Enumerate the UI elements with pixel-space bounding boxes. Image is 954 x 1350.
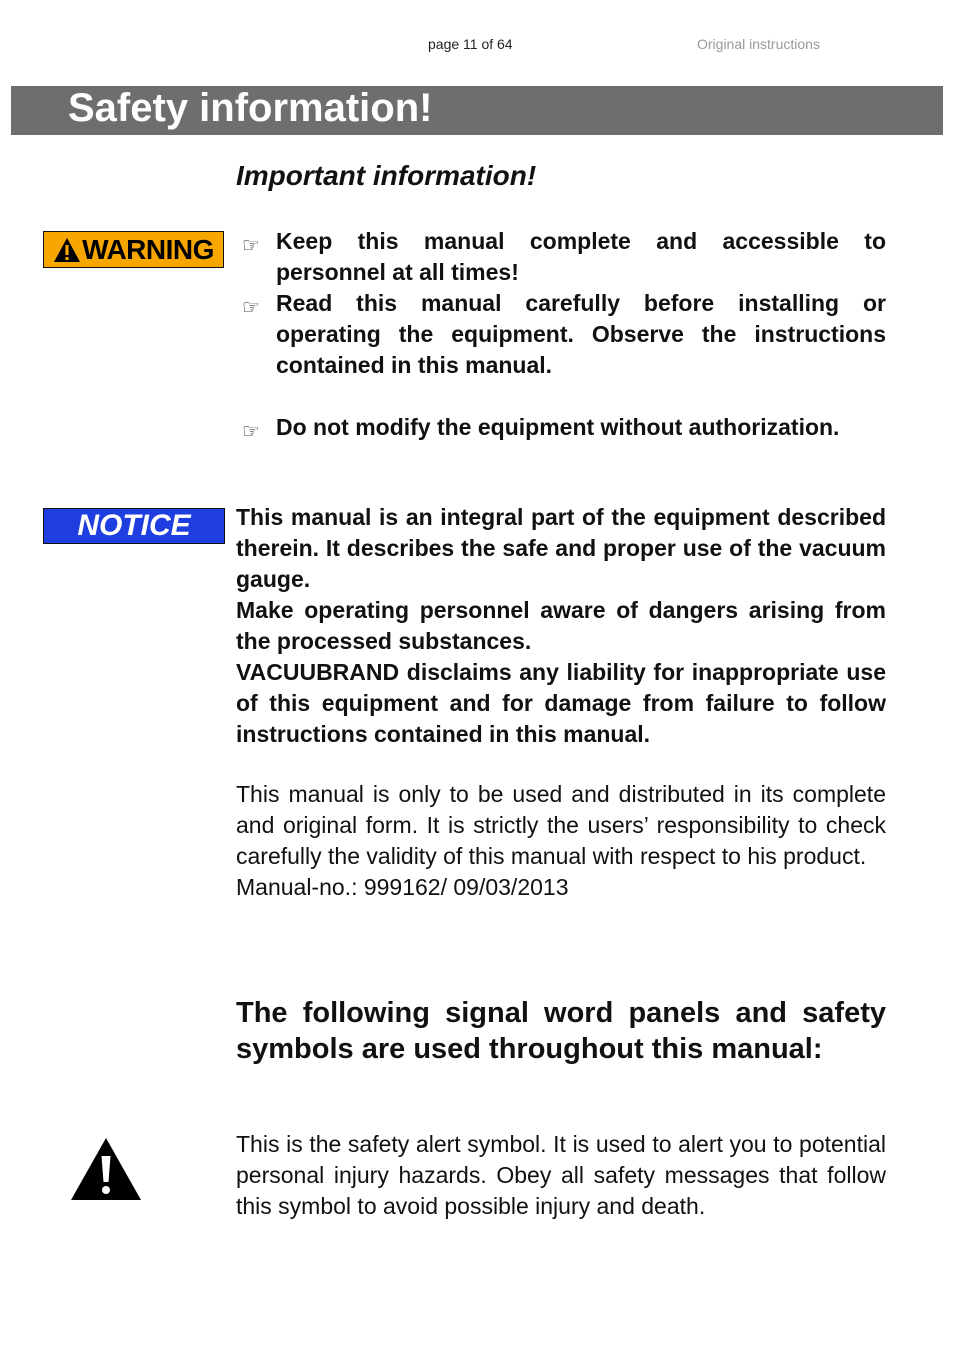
warning-triangle-icon <box>53 237 81 263</box>
distribution-paragraph: This manual is only to be used and distributed in its complete and original form. It is strictly the users’ responsibility to check carefully the validity of this manual with respect to his product. <box>236 781 886 869</box>
safety-alert-icon <box>69 1136 143 1202</box>
bullet-text: Read this manual carefully before installing or operating the equipment. Observe the instructions contained in this manual. <box>276 290 886 378</box>
document-type-label: Original instructions <box>697 36 820 52</box>
title-bar <box>11 86 943 135</box>
notice-label: NOTICE <box>77 509 191 542</box>
pointing-hand-icon: ☞ <box>242 233 260 257</box>
notice-paragraph: Make operating personnel aware of dangers arising from the processed substances. <box>236 597 886 654</box>
pointing-hand-icon: ☞ <box>242 419 260 443</box>
subheading: Important information! <box>236 160 537 191</box>
page-title: Safety information! <box>68 86 433 130</box>
warning-bullet-list <box>242 226 886 443</box>
pointing-hand-icon: ☞ <box>242 295 260 319</box>
page-number: page 11 of 64 <box>428 36 513 52</box>
warning-label: WARNING <box>82 233 214 265</box>
manual-number: Manual-no.: 999162/ 09/03/2013 <box>236 874 569 900</box>
notice-paragraph: This manual is an integral part of the equipment described therein. It describes the safe and proper use of the vacuum gauge. <box>236 504 886 592</box>
bullet-text: Do not modify the equipment without authorization. <box>276 414 840 440</box>
warning-signal-panel <box>43 231 224 268</box>
notice-paragraph: VACUUBRAND disclaims any liability for inappropriate use of this equipment and for damage from failure to follow instructions contained in this manual. <box>236 659 886 747</box>
notice-signal-panel <box>43 508 225 544</box>
notice-text-block <box>236 502 886 750</box>
bullet-text: Keep this manual complete and accessible to personnel at all times! <box>276 228 886 285</box>
safety-alert-description: This is the safety alert symbol. It is used to alert you to potential personal injury hazards. Obey all safety messages that follow this symbol to avoid possible injury and death. <box>236 1131 886 1219</box>
distribution-text-block <box>236 779 886 903</box>
list-item <box>242 226 886 288</box>
list-item <box>242 412 886 443</box>
section-heading: The following signal word panels and safety symbols are used throughout this manual: <box>236 997 886 1065</box>
list-item <box>242 288 886 381</box>
